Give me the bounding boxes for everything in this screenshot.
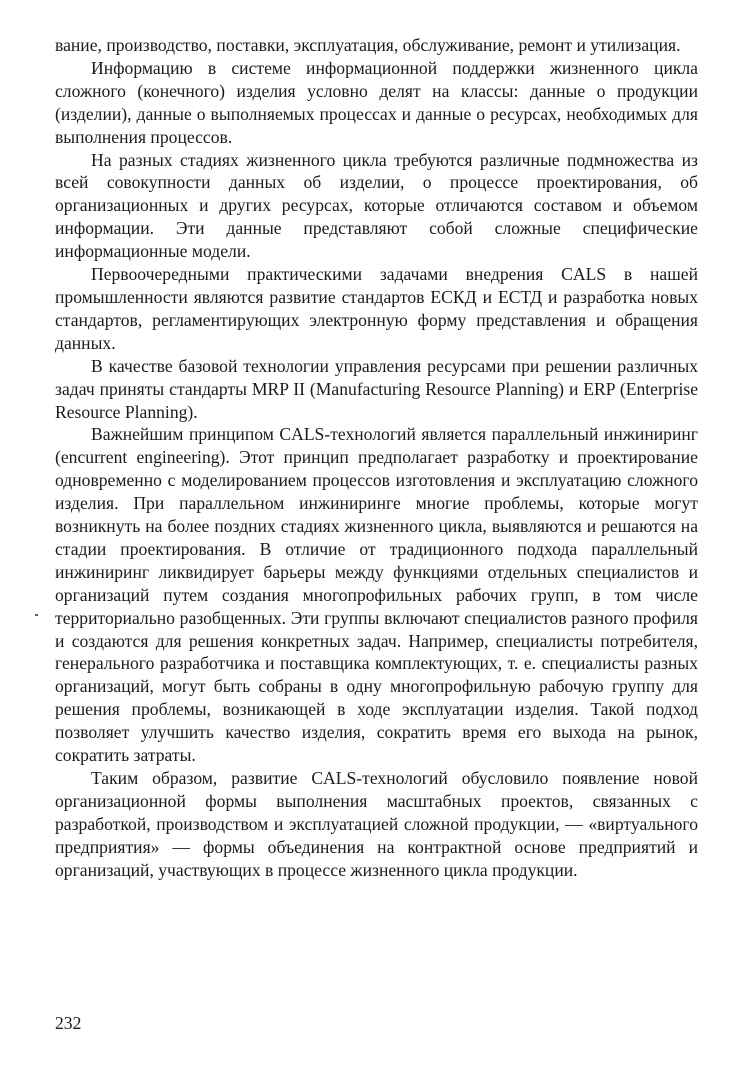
margin-mark (35, 614, 38, 616)
paragraph-5: В качестве базовой технологии управления ресурсами при решении различных задач приняты стандарты MRP II (Manufacturing Resource Planning) и ERP (Enterprise Resource Planning). (55, 355, 698, 422)
paragraph-7: Таким образом, развитие CALS-технологий обусловило появление новой организационной формы выполнения масштабных проектов, связанных с разработкой, производством и эксплуатацией сложной продукции, — «виртуального предприятия» — формы объединения на контрактной основе предприятий и организаций, участвующих в процессе жизненного цикла продукции. (55, 768, 698, 880)
paragraph-2: Информацию в системе информационной поддержки жизненного цикла сложного (конечного) изделия условно делят на классы: данные о продукции (изделии), данные о выполняемых процессах и данные о ресурсах, необходимых для выполнения процессов. (55, 57, 698, 147)
paragraph-3: На разных стадиях жизненного цикла требуются различные подмножества из всей совокупности данных об изделии, о процессе проектирования, об организационных и других ресурсах, которые отличаются составом и объемом информации. Эти данные представляют собой сложные специфические информационные модели. (55, 149, 698, 262)
paragraph-1: вание, производство, поставки, эксплуатация, обслуживание, ремонт и утилизация. (55, 35, 681, 55)
page-number: 232 (55, 1013, 82, 1033)
paragraph-4: Первоочередными практическими задачами внедрения CALS в нашей промышленности являются развитие стандартов ЕСКД и ЕСТД и разработка новых стандартов, регламентирующих электронную форму представления и обращения данных. (55, 264, 698, 353)
page-body (55, 34, 698, 882)
paragraph-6: Важнейшим принципом CALS-технологий является параллельный инжиниринг (encurrent engineering). Этот принцип предполагает разработку и проектирование одновременно с моделированием процессов изготовления и эксплуатацию сложного изделия. При параллельном инжиниринге многие проблемы, которые могут возникнуть на более поздних стадиях жизненного цикла, выявляются и решаются на стадии проектирования. В отличие от традиционного подхода параллельный инжиниринг ликвидирует барьеры между функциями отдельных специалистов и организаций путем создания многопрофильных рабочих групп, в том числе территориально разобщенных. Эти группы включают специалистов разного профиля и создаются для решения конкретных задач. Например, специалисты потребителя, генерального разработчика и поставщика комплектующих, т. е. специалисты разных организаций, могут быть собраны в одну многопрофильную рабочую группу для решения проблемы, возникающей в ходе эксплуатации изделия. Такой подход позволяет улучшить качество изделия, сократить время его выхода на рынок, сократить затраты. (55, 424, 698, 766)
